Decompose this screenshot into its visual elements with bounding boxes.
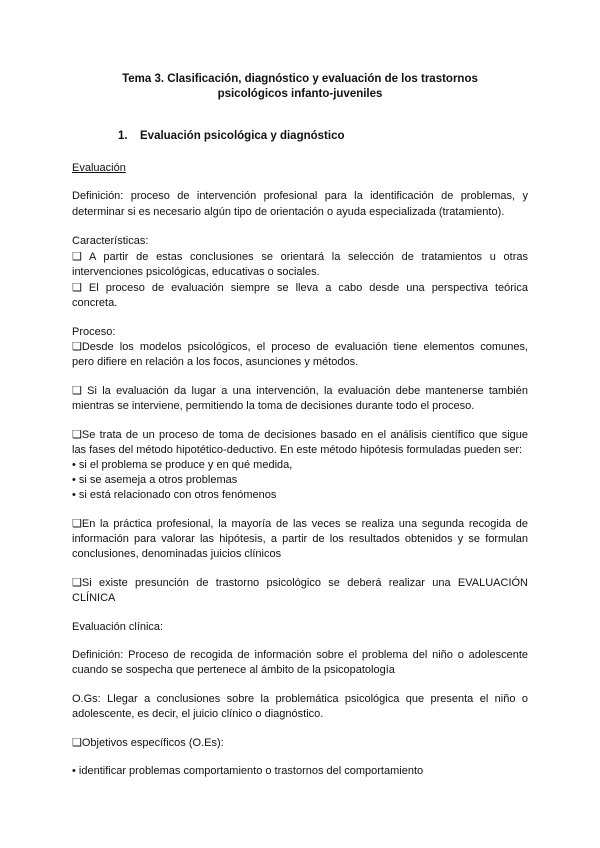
paragraph-line: O.Gs: Llegar a conclusiones sobre la problemática psicológica que presenta el niño o [72, 693, 528, 705]
bullet-line: ❑ A partir de estas conclusiones se orientará la selección de tratamientos u otras [72, 251, 528, 263]
paragraph-line: cuando se sospecha que pertenece al ámbito de la psicopatología [72, 664, 395, 676]
list-item: • identificar problemas comportamiento o trastornos del comportamiento [72, 765, 424, 777]
paragraph-line: determinar si es necesario algún tipo de orientación o ayuda especializada (tratamiento). [72, 206, 505, 218]
list-item: • si está relacionado con otros fenómenos [72, 489, 277, 501]
paragraph-line: intervenciones psicológicas, educativas o sociales. [72, 266, 320, 278]
paragraph-line: pero difiere en relación a los focos, asunciones y métodos. [72, 356, 359, 368]
label-proceso: Proceso: [72, 326, 116, 338]
section-heading [118, 130, 345, 142]
bullet-line: ❑Se trata de un proceso de toma de decisiones basado en el análisis científico que sigue [72, 429, 528, 441]
paragraph-line: mientras se interviene, permitiendo la toma de decisiones durante todo el proceso. [72, 400, 475, 412]
label-caracteristicas: Características: [72, 235, 149, 247]
paragraph-line: información para valorar las hipótesis, a partir de los resultados obtenidos y se formulan [72, 533, 528, 545]
section-label: Evaluación psicológica y diagnóstico [140, 130, 345, 142]
list-item: • si se asemeja a otros problemas [72, 474, 238, 486]
bullet-line: ❑Desde los modelos psicológicos, el proceso de evaluación tiene elementos comunes, [72, 341, 528, 353]
paragraph-line: conclusiones, denominadas juicios clínicos [72, 548, 282, 560]
paragraph-line: las fases del método hipotético-deductivo. En este método hipótesis formuladas pueden ser: [72, 444, 523, 456]
bullet-line: ❑En la práctica profesional, la mayoría de las veces se realiza una segunda recogida de [72, 518, 528, 530]
section-number: 1. [118, 130, 128, 142]
paragraph-line: CLÍNICA [72, 592, 116, 604]
list-item: • si el problema se produce y en qué medida, [72, 459, 293, 471]
subheading-evaluacion: Evaluación [72, 162, 126, 174]
document-title-line-2: psicológicos infanto-juveniles [217, 88, 383, 100]
bullet-line: ❑Si existe presunción de trastorno psicológico se deberá realizar una EVALUACIÓN [72, 577, 528, 589]
bullet-line: ❑Objetivos específicos (O.Es): [72, 737, 224, 749]
paragraph-line: adolescente, es decir, el juicio clínico o diagnóstico. [72, 708, 324, 720]
bullet-line: ❑ El proceso de evaluación siempre se lleva a cabo desde una perspectiva teórica [72, 282, 528, 294]
document-title-line-1: Tema 3. Clasificación, diagnóstico y evaluación de los trastornos [122, 73, 478, 85]
bullet-line: ❑ Si la evaluación da lugar a una intervención, la evaluación debe mantenerse también [72, 385, 528, 397]
paragraph-line: concreta. [72, 297, 118, 309]
label-evaluacion-clinica: Evaluación clínica: [72, 621, 164, 633]
paragraph-line: Definición: Proceso de recogida de información sobre el problema del niño o adolescente [72, 649, 528, 661]
paragraph-line: Definición: proceso de intervención profesional para la identificación de problemas, y [72, 190, 528, 202]
